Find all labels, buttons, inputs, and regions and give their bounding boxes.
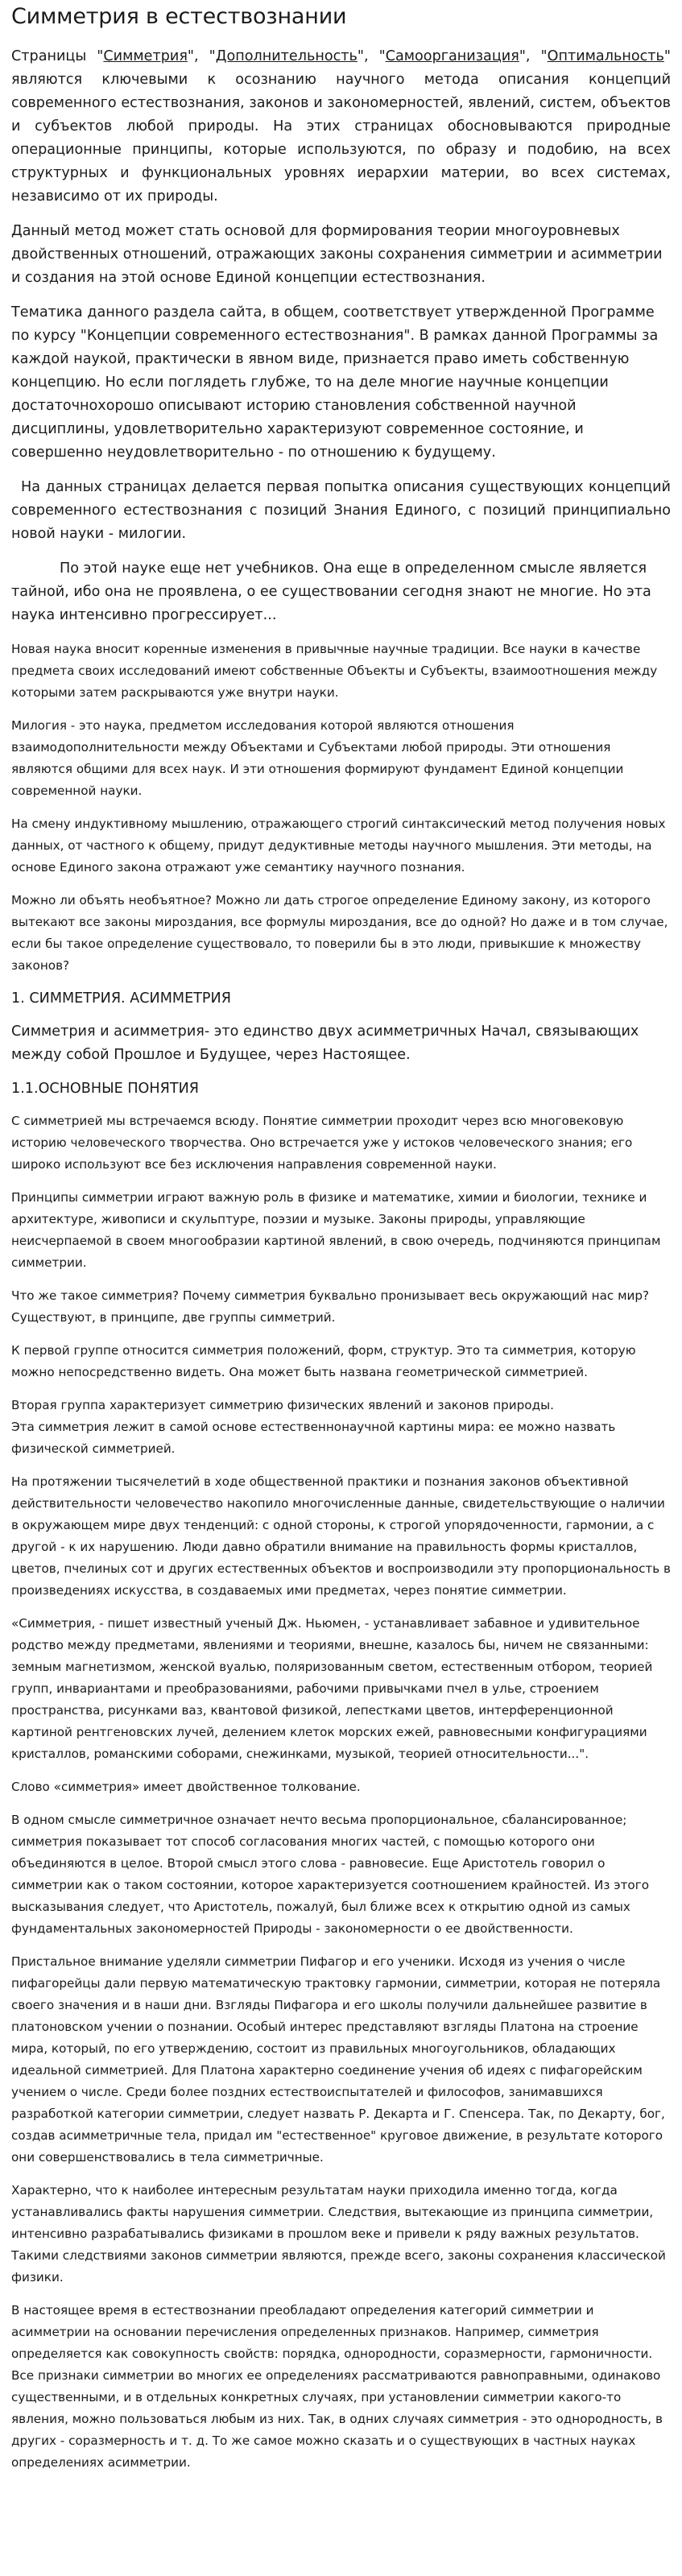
paragraph-dual-meaning: Слово «симметрия» имеет двойственное толкование. — [11, 1780, 361, 1794]
intro-prefix: Страницы " — [11, 48, 104, 64]
no-textbooks-paragraph: По этой науке еще нет учебников. Она еще в определенном смысле является тайной, ибо она не проявлена, о ее существовании сегодня знают не многие. Но эта наука интенсивно прогрессирует... — [11, 560, 651, 623]
paragraph-modern-definitions: В настоящее время в естествознании преобладают определения категорий симметрии и асимметрии на основании перечисления определенных признаков. Например, симметрия определяется как совокупность свойств: порядка, однородности, соразмерности, гармоничности. Все признаки симметрии во многих ее определениях рассматриваются равноправными, одинаково существенными, и в отдельных конкретных случаях, при установлении симметрии какого-то явления, можно пользоваться любым из них. Так, в одних случаях симметрия - это однородность, в других - соразмерность и т. д. То же самое можно сказать и о существующих в частных науках определениях асимметрии. — [11, 2303, 663, 2470]
new-science-paragraph: Новая наука вносит коренные изменения в привычные научные традиции. Все науки в качестве предмета своих исследований имеют собственные Объекты и Субъекты, взаимоотношения между которыми затем раскрываются уже внутри науки. — [11, 642, 658, 700]
unified-law-paragraph: Можно ли объять необъятное? Можно ли дать строгое определение Единому закону, из которого вытекают все законы мироздания, все формулы мироздания, все до одной? Но даже и в том случае, если бы такое определение существовало, то поверили бы в это люди, привыкшие к множеству законов? — [11, 893, 668, 973]
program-paragraph: Тематика данного раздела сайта, в общем, соответствует утвержденной Программе по курсу "Концепции современного естествознания". В рамках данной Программы за каждой наукой, практически в явном виде, признается право иметь собственную концепцию. Но если поглядеть глубже, то на деле многие научные концепции достаточнохорошо описывают историю становления собственной научной дисциплины, удовлетворительно характеризуют современное состояние, и совершенно неудовлетворительно - по отношению к будущему. — [11, 304, 659, 461]
method-paragraph: Данный метод может стать основой для формирования теории многоуровневых двойственных отношений, отражающих законы сохранения симметрии и асимметрии и создания на этой основе Единой концепции естествознания. — [11, 223, 663, 286]
paragraph-principles: Принципы симметрии играют важную роль в физике и математике, химии и биологии, технике и архитектуре, живописи и скульптуре, поэзии и музыке. Законы природы, управляющие неисчерпаемой в своем многообразии картиной явлений, в свою очередь, подчиняются принципам симметрии. — [11, 1190, 661, 1270]
intro-sep: ", " — [357, 48, 386, 64]
paragraph-what-is: Что же такое симметрия? Почему симметрия буквально пронизывает весь окружающий нас мир? Существуют, в принципе, две группы симметрий. — [11, 1288, 650, 1325]
physical-line-1: Вторая группа характеризует симметрию физических явлений и законов природы. — [11, 1398, 554, 1412]
section-heading: 1. СИММЕТРИЯ. АСИММЕТРИЯ — [11, 990, 231, 1007]
paragraph-geometric: К первой группе относится симметрия положений, форм, структур. Это та симметрия, которую можно непосредственно видеть. Она может быть названа геометрической симметрией. — [11, 1343, 636, 1379]
symmetry-definition-paragraph: Симметрия и асимметрия- это единство двух асимметричных Начал, связывающих между собой Прошлое и Будущее, через Настоящее. — [11, 1023, 639, 1063]
paragraph-physical — [11, 1395, 671, 1460]
physical-line-2: Эта симметрия лежит в самой основе естественнонаучной картины мира: ее можно назвать физической симметрией. — [11, 1420, 616, 1456]
paragraph-pythagoras: Пристальное внимание уделяли симметрии Пифагор и его ученики. Исходя из учения о числе пифагорейцы дали первую математическую трактовку гармонии, симметрии, которая не потеряла своего значения и в наши дни. Взгляды Пифагора и его школы получили дальнейшее развитие в платоновском учении о познании. Особый интерес представляют взгляды Платона на строение мира, который, по его утверждению, состоит из правильных многоугольников, обладающих идеальной симметрией. Для Платона характерно соединение учения об идеях с пифагорейским учением о числе. Среди более поздних естествоиспытателей и философов, занимавшихся разработкой категории симметрии, следует назвать Р. Декарта и Г. Спенсера. Так, по Декарту, бог, создав асимметричные тела, придал им "естественное" круговое движение, в результате которого они совершенствовались в тела симметричные. — [11, 1954, 665, 2165]
milogy-definition-paragraph: Милогия - это наука, предметом исследования которой являются отношения взаимодополнительности между Объектами и Субъектами любой природы. Эти отношения являются общими для всех наук. И эти отношения формируют фундамент Единой концепции современной науки. — [11, 718, 624, 798]
deductive-methods-paragraph: На смену индуктивному мышлению, отражающего строгий синтаксический метод получения новых данных, от частного к общему, придут дедуктивные методы научного мышления. Эти методы, на основе Единого закона отражают уже семантику научного познания. — [11, 817, 666, 875]
intro-paragraph — [11, 45, 671, 209]
intro-rest: " являются ключевыми к осознанию научного метода описания концепций современного естествознания, законов и закономерностей, явлений, систем, объектов и субъектов любой природы. На этих страницах обосновываются природные операционные принципы, которые используются, по образу и подобию, на всех структурных и функциональных уровнях иерархии материи, во всех системах, независимо от их природы. — [11, 48, 671, 205]
link-optimality[interactable]: Оптимальность — [547, 48, 664, 64]
quote-newman: «Симметрия, - пишет известный ученый Дж. Ньюмен, - устанавливает забавное и удивительное родство между предметами, явлениями и теориями, внешне, казалось бы, ничем не связанными: земным магнетизмом, женской вуалью, поляризованным светом, естественным отбором, теорией групп, инвариантами и преобразованиями, рабочими привычками пчел в улье, строением пространства, рисунками ваз, квантовой физикой, лепестками цветов, интерференционной картиной рентгеновских лучей, делением клеток морских ежей, равновесными конфигурациями кристаллов, романскими соборами, снежинками, музыкой, теорией относительности...". — [11, 1616, 653, 1761]
paragraph-everywhere: С симметрией мы встречаемся всюду. Понятие симметрии проходит через всю многовековую историю человеческого творчества. Оно встречается уже у истоков человеческого знания; его широко используют все без исключения направления современной науки. — [11, 1114, 633, 1172]
paragraph-violations: Характерно, что к наиболее интересным результатам науки приходила именно тогда, когда устанавливались факты нарушения симметрии. Следствия, вытекающие из принципа симметрии, интенсивно разрабатывались физиками в прошлом веке и привели к ряду важных результатов. Такими следствиями законов симметрии являются, прежде всего, законы сохранения классической физики. — [11, 2183, 666, 2284]
page-title: Симметрия в естествознании — [11, 4, 347, 29]
paragraph-millennia: На протяжении тысячелетий в ходе общественной практики и познания законов объективной действительности человечество накопило многочисленные данные, свидетельствующие о наличии в окружающем мире двух тенденций: с одной стороны, к строгой упорядоченности, гармонии, а с другой - к их нарушению. Люди давно обратили внимание на правильность формы кристаллов, цветов, пчелиных сот и других естественных объектов и воспроизводили эту пропорциональность в произведениях искусства, в создаваемых ими предметах, через понятие симметрии. — [11, 1474, 671, 1598]
milogy-intro-paragraph: На данных страницах делается первая попытка описания существующих концепций современного естествознания с позиций Знания Единого, с позиций принципиально новой науки - милогии. — [11, 479, 671, 542]
intro-sep: ", " — [187, 48, 216, 64]
link-symmetry[interactable]: Симметрия — [103, 48, 188, 64]
subsection-heading: 1.1.ОСНОВНЫЕ ПОНЯТИЯ — [11, 1081, 199, 1097]
link-self-organization[interactable]: Самоорганизация — [385, 48, 519, 64]
intro-sep: ", " — [519, 48, 548, 64]
link-complementarity[interactable]: Дополнительность — [215, 48, 358, 64]
paragraph-aristotle: В одном смысле симметричное означает нечто весьма пропорциональное, сбалансированное; симметрия показывает тот способ согласования многих частей, с помощью которого они объединяются в целое. Второй смысл этого слова - равновесие. Еще Аристотель говорил о симметрии как о таком состоянии, которое характеризуется соотношением крайностей. Из этого высказывания следует, что Аристотель, пожалуй, был ближе всех к открытию одной из самых фундаментальных закономерностей Природы - закономерности о ее двойственности. — [11, 1813, 649, 1936]
